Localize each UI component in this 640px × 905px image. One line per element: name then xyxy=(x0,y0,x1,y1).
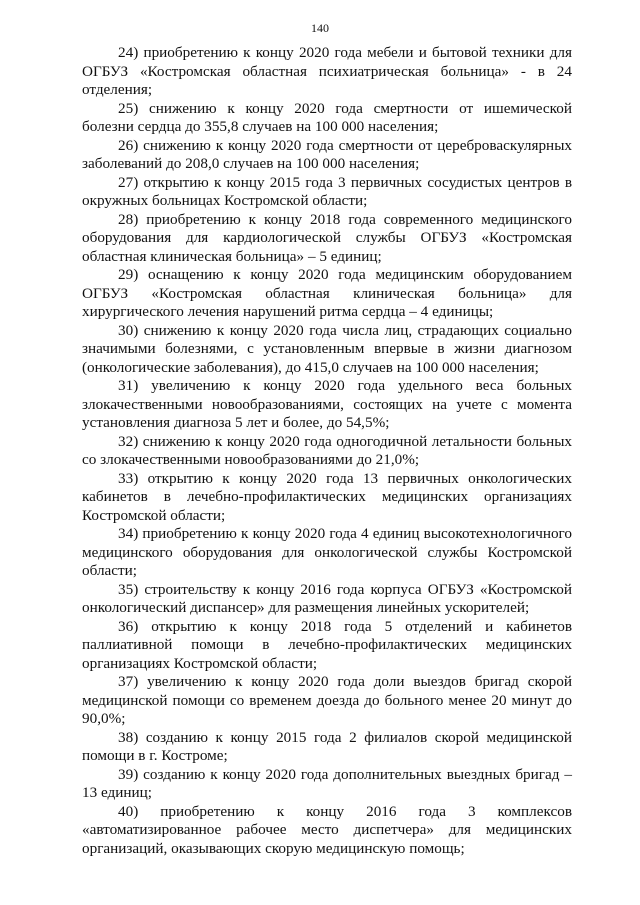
list-item-38: 38) созданию к концу 2015 года 2 филиалов скорой медицинской помощи в г. Костроме; xyxy=(82,728,572,764)
list-item-40: 40) приобретению к концу 2016 года 3 комплексов «автоматизированное рабочее место диспетчера» для медицинских организаций, оказывающих скорую медицинскую помощь; xyxy=(82,802,572,857)
list-item-27: 27) открытию к концу 2015 года 3 первичных сосудистых центров в окружных больницах Костромской области; xyxy=(82,173,572,209)
list-item-36: 36) открытию к концу 2018 года 5 отделений и кабинетов паллиативной помощи в лечебно-профилактических медицинских организациях Костромской области; xyxy=(82,617,572,672)
list-item-34: 34) приобретению к концу 2020 года 4 единиц высокотехнологичного медицинского оборудования для онкологической службы Костромской области; xyxy=(82,525,572,579)
list-item-35: 35) строительству к концу 2016 года корпуса ОГБУЗ «Костромской онкологический диспансер» для размещения линейных ускорителей; xyxy=(82,580,572,616)
list-item-28: 28) приобретению к концу 2018 года современного медицинского оборудования для кардиологической службы ОГБУЗ «Костромская областная клиническая больница» – 5 единиц; xyxy=(82,210,572,265)
document-body xyxy=(82,44,572,858)
list-item-29: 29) оснащению к концу 2020 года медицинским оборудованием ОГБУЗ «Костромская областная клиническая больница» для хирургического лечения нарушений ритма сердца – 4 единицы; xyxy=(82,266,572,320)
list-item-32: 32) снижению к концу 2020 года одногодичной летальности больных со злокачественными новообразованиями до 21,0%; xyxy=(82,432,572,468)
page-number: 140 xyxy=(311,21,329,35)
list-item-33: 33) открытию к концу 2020 года 13 первичных онкологических кабинетов в лечебно-профилактических медицинских организациях Костромской области; xyxy=(82,469,572,524)
list-item-37: 37) увеличению к концу 2020 года доли выездов бригад скорой медицинской помощи со временем доезда до больного менее 20 минут до 90,0%; xyxy=(82,673,572,727)
list-item-31: 31) увеличению к концу 2020 года удельного веса больных злокачественными новообразованиями, состоящих на учете с момента установления диагноза 5 лет и более, до 54,5%; xyxy=(82,377,572,431)
list-item-25: 25) снижению к концу 2020 года смертности от ишемической болезни сердца до 355,8 случаев на 100 000 населения; xyxy=(82,99,572,135)
list-item-24: 24) приобретению к концу 2020 года мебели и бытовой техники для ОГБУЗ «Костромская областная психиатрическая больница» - в 24 отделения; xyxy=(82,44,572,98)
list-item-26: 26) снижению к концу 2020 года смертности от цереброваскулярных заболеваний до 208,0 случаев на 100 000 населения; xyxy=(82,136,572,172)
list-item-30: 30) снижению к концу 2020 года числа лиц, страдающих социально значимыми болезнями, с установленным впервые в жизни диагнозом (онкологические заболевания), до 415,0 случаев на 100 000 населения; xyxy=(82,321,572,376)
list-item-39: 39) созданию к концу 2020 года дополнительных выездных бригад – 13 единиц; xyxy=(82,765,572,801)
